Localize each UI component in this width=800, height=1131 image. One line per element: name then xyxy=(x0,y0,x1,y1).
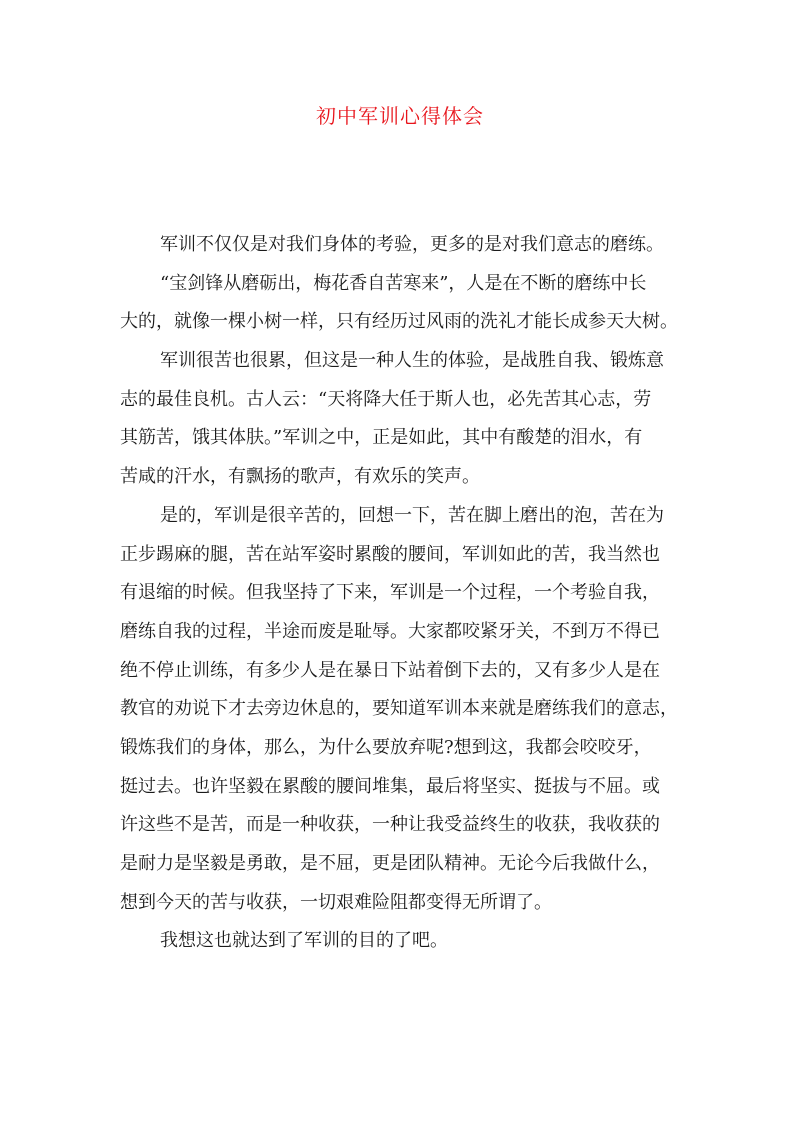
text-line: 绝不停止训练，有多少人是在暴日下站着倒下去的，又有多少人是在 xyxy=(120,659,660,681)
text-line: 我想这也就达到了军训的目的了吧。 xyxy=(160,930,448,952)
text-line: 苦咸的汗水，有飘扬的歌声，有欢乐的笑声。 xyxy=(120,466,480,488)
document-title: 初中军训心得体会 xyxy=(316,104,484,128)
text-line: “宝剑锋从磨砺出，梅花香自苦寒来”，人是在不断的磨练中长 xyxy=(160,272,647,294)
text-line: 大的，就像一棵小树一样，只有经历过风雨的洗礼才能长成参天大树。 xyxy=(120,311,678,333)
document-body xyxy=(120,226,692,961)
text-line: 是耐力是坚毅是勇敢，是不屈，更是团队精神。无论今后我做什么， xyxy=(120,853,660,874)
text-line: 许这些不是苦，而是一种收获，一种让我受益终生的收获，我收获的 xyxy=(120,814,660,836)
text-line: 教官的劝说下才去旁边休息的，要知道军训本来就是磨练我们的意志， xyxy=(120,698,678,720)
text-line: 有退缩的时候。但我坚持了下来，军训是一个过程，一个考验自我， xyxy=(120,582,660,604)
text-line: 是的，军训是很辛苦的，回想一下，苦在脚上磨出的泡，苦在为 xyxy=(160,504,664,526)
text-line: 挺过去。也许坚毅在累酸的腰间堆集，最后将坚实、挺拔与不屈。或 xyxy=(120,775,660,797)
text-line: 锻炼我们的身体，那么，为什么要放弃呢?想到这，我都会咬咬牙， xyxy=(120,736,652,758)
text-line: 想到今天的苦与收获，一切艰难险阻都变得无所谓了。 xyxy=(120,891,552,913)
text-line: 磨练自我的过程，半途而废是耻辱。大家都咬紧牙关，不到万不得已 xyxy=(120,620,660,642)
text-line: 军训很苦也很累，但这是一种人生的体验，是战胜自我、锻炼意 xyxy=(160,350,664,372)
text-line: 志的最佳良机。古人云：“天将降大任于斯人也，必先苦其心志，劳 xyxy=(120,388,652,410)
text-line: 其筋苦，饿其体肤。”军训之中，正是如此，其中有酸楚的泪水，有 xyxy=(120,427,643,449)
text-line: 正步踢麻的腿，苦在站军姿时累酸的腰间，军训如此的苦，我当然也 xyxy=(120,543,660,565)
text-line: 军训不仅仅是对我们身体的考验，更多的是对我们意志的磨练。 xyxy=(160,234,664,255)
